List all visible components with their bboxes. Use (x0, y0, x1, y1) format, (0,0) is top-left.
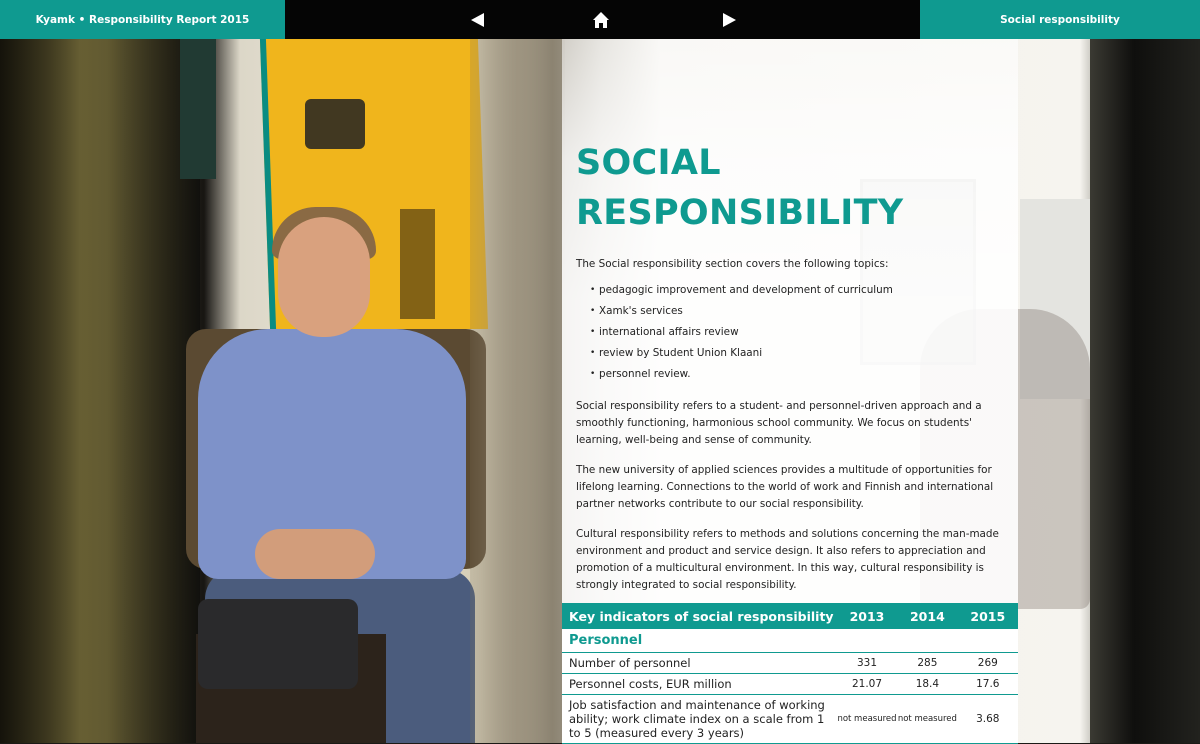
list-item: • personnel review. (576, 364, 1006, 385)
cell-value: 18.4 (897, 674, 957, 695)
cell-value: 21.07 (837, 674, 897, 695)
column-header-year: 2015 (958, 603, 1018, 629)
table-row (562, 674, 1018, 695)
triangle-left-icon (470, 12, 486, 28)
paragraph: The new university of applied sciences provides a multitude of opportunities for lifelong learning. Connections to the world of work and Finnish and international partner networks contribute to our social responsibility. (576, 464, 994, 510)
table-header-row (562, 603, 1018, 629)
top-navigation-bar (0, 0, 1200, 39)
cell-value: 3.68 (958, 695, 1018, 744)
key-indicators-table (562, 603, 1018, 744)
triangle-right-icon (721, 12, 737, 28)
previous-page-button[interactable] (465, 7, 491, 33)
title-line-2: RESPONSIBILITY (576, 193, 904, 233)
table-title: Key indicators of social responsibility (562, 603, 837, 629)
article-body (576, 256, 1006, 607)
column-header-year: 2013 (837, 603, 897, 629)
cell-value: not measured (837, 695, 897, 744)
cell-value: 269 (958, 653, 1018, 674)
table-row (562, 695, 1018, 744)
topics-list (576, 280, 1006, 385)
list-item: • review by Student Union Klaani (576, 343, 1006, 364)
cell-value: not measured (897, 695, 957, 744)
home-button[interactable] (588, 7, 614, 33)
paragraph: Social responsibility refers to a student- and personnel-driven approach and a smoothly functioning, harmonious school community. We focus on students' learning, well-being and sense of community. (576, 400, 982, 446)
section-heading: Personnel (562, 629, 1018, 653)
cell-value: 285 (897, 653, 957, 674)
row-label: Job satisfaction and maintenance of working ability; work climate index on a scale from 1 to 5 (measured every 3 years) (562, 695, 837, 744)
row-label: Number of personnel (562, 653, 837, 674)
row-label: Personnel costs, EUR million (562, 674, 837, 695)
title-line-1: SOCIAL (576, 143, 721, 183)
page-title (576, 138, 996, 238)
column-header-year: 2014 (897, 603, 957, 629)
report-title[interactable]: Kyamk • Responsibility Report 2015 (0, 0, 285, 39)
table-row (562, 653, 1018, 674)
intro-text: The Social responsibility section covers the following topics: (576, 258, 889, 270)
list-item: • Xamk's services (576, 301, 1006, 322)
next-page-button[interactable] (716, 7, 742, 33)
cell-value: 17.6 (958, 674, 1018, 695)
section-title[interactable]: Social responsibility (920, 0, 1200, 39)
list-item: • pedagogic improvement and development of curriculum (576, 280, 1006, 301)
home-icon (592, 11, 610, 29)
list-item: • international affairs review (576, 322, 1006, 343)
paragraph: Cultural responsibility refers to methods and solutions concerning the man-made environment and product and service design. It also refers to appreciation and promotion of a multicultural environment. In this way, cultural responsibility is strongly integrated to social responsibility. (576, 528, 999, 591)
cell-value: 331 (837, 653, 897, 674)
table-section-row (562, 629, 1018, 653)
